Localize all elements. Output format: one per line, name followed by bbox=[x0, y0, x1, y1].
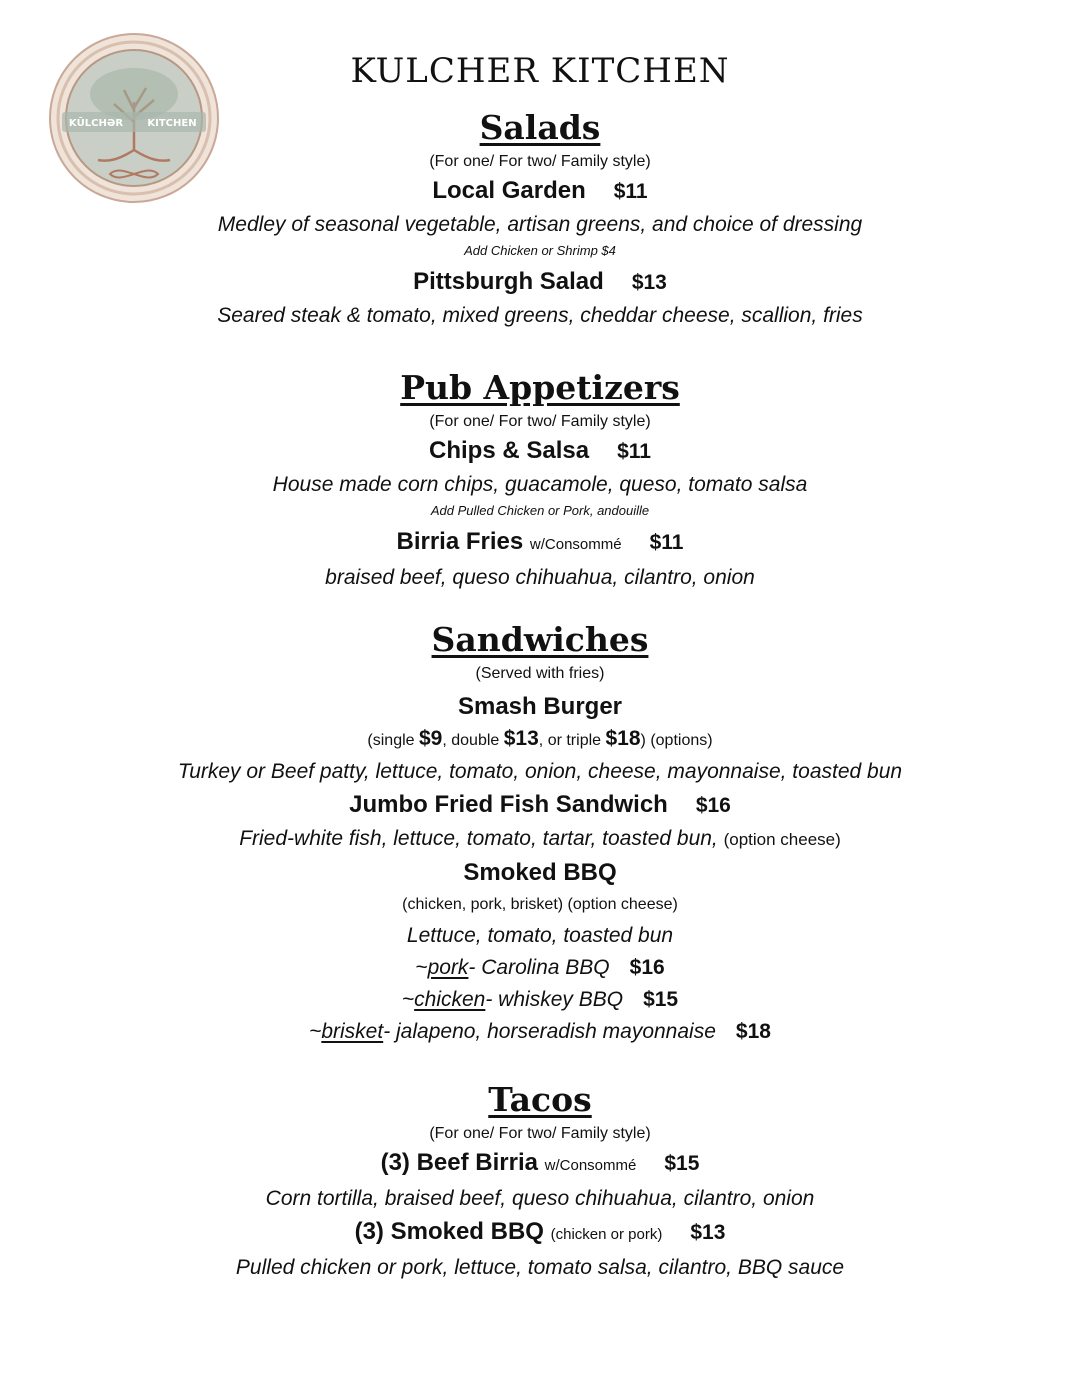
item-price: $16 bbox=[695, 794, 731, 817]
bbq-variant-brisket bbox=[0, 1016, 1080, 1048]
item-addon: Add Pulled Chicken or Pork, andouille bbox=[430, 503, 650, 518]
variant-prefix: ~ bbox=[309, 1020, 322, 1043]
variant-price: $15 bbox=[643, 988, 679, 1011]
variant-price: $16 bbox=[629, 956, 665, 979]
menu-item-birria-fries bbox=[0, 525, 1080, 562]
restaurant-name: KULCHER KITCHEN bbox=[350, 51, 730, 91]
item-price: $11 bbox=[613, 180, 648, 203]
item-description: braised beef, queso chihuahua, cilantro, onion bbox=[325, 566, 755, 589]
item-options: (chicken, pork, brisket) (option cheese) bbox=[402, 896, 678, 913]
section-note: (For one/ For two/ Family style) bbox=[429, 413, 651, 430]
item-description bbox=[0, 823, 1080, 856]
variant-meat: chicken bbox=[414, 988, 486, 1011]
item-name: Smoked BBQ bbox=[463, 859, 617, 886]
variant-prefix: ~ bbox=[415, 956, 428, 979]
menu-item-pittsburgh-salad bbox=[0, 265, 1080, 300]
bbq-variant-chicken bbox=[0, 984, 1080, 1016]
item-description: Pulled chicken or pork, lettuce, tomato salsa, cilantro, BBQ sauce bbox=[235, 1256, 845, 1279]
item-extra: w/Consommé bbox=[529, 536, 622, 553]
item-description: Medley of seasonal vegetable, artisan greens, and choice of dressing bbox=[217, 213, 863, 236]
menu bbox=[0, 50, 1080, 1284]
variant-desc: - Carolina BBQ bbox=[468, 956, 610, 979]
item-name: Local Garden bbox=[432, 177, 586, 204]
menu-item-smoked-bbq-tacos bbox=[0, 1215, 1080, 1252]
item-price: $11 bbox=[617, 440, 651, 463]
variant-meat: pork bbox=[427, 956, 469, 979]
item-name: Birria Fries bbox=[396, 528, 524, 555]
burger-sizes bbox=[0, 724, 1080, 756]
variant-desc: - jalapeno, horseradish mayonnaise bbox=[383, 1020, 716, 1043]
item-description: Seared steak & tomato, mixed greens, cheddar cheese, scallion, fries bbox=[217, 304, 863, 327]
variant-desc: - whiskey BBQ bbox=[485, 988, 624, 1011]
item-addon: Add Chicken or Shrimp $4 bbox=[464, 243, 616, 258]
item-price: $13 bbox=[690, 1221, 726, 1244]
size-label: (single bbox=[367, 732, 415, 749]
item-extra: w/Consommé bbox=[544, 1157, 637, 1174]
section-note: (Served with fries) bbox=[475, 665, 605, 682]
logo-text-left: KŪLCHƏR bbox=[68, 118, 124, 129]
variant-price: $18 bbox=[735, 1020, 771, 1043]
size-price: $9 bbox=[419, 727, 443, 750]
item-description: Lettuce, tomato, toasted bun bbox=[406, 924, 674, 947]
item-name: (3) Smoked BBQ bbox=[354, 1218, 544, 1245]
section-title-sandwiches: Sandwiches bbox=[431, 620, 649, 659]
variant-prefix: ~ bbox=[401, 988, 415, 1011]
variant-meat: brisket bbox=[321, 1020, 384, 1043]
section-title-tacos: Tacos bbox=[488, 1080, 592, 1119]
size-label: , double bbox=[442, 732, 500, 749]
item-name: Pittsburgh Salad bbox=[413, 268, 604, 295]
item-price: $13 bbox=[631, 271, 667, 294]
logo-text-right: KITCHEN bbox=[147, 118, 197, 129]
bbq-variant-pork bbox=[0, 952, 1080, 984]
menu-item-smoked-bbq bbox=[0, 856, 1080, 890]
menu-item-smash-burger bbox=[0, 690, 1080, 724]
desc-extra: (option cheese) bbox=[723, 830, 841, 849]
menu-item-beef-birria bbox=[0, 1146, 1080, 1183]
size-price: $18 bbox=[605, 727, 641, 750]
section-note: (For one/ For two/ Family style) bbox=[429, 153, 651, 170]
item-name: (3) Beef Birria bbox=[380, 1149, 538, 1176]
menu-item-fish-sandwich bbox=[0, 788, 1080, 823]
size-label: , or triple bbox=[538, 732, 602, 749]
item-description: House made corn chips, guacamole, queso, tomato salsa bbox=[272, 473, 808, 496]
item-name: Smash Burger bbox=[457, 693, 623, 720]
section-note: (For one/ For two/ Family style) bbox=[429, 1125, 651, 1142]
desc-text: Fried-white fish, lettuce, tomato, tartar, toasted bun, bbox=[239, 827, 718, 850]
menu-item-chips-salsa bbox=[0, 434, 1080, 469]
item-price: $15 bbox=[664, 1152, 700, 1175]
item-name: Jumbo Fried Fish Sandwich bbox=[349, 791, 668, 818]
item-price: $11 bbox=[649, 531, 684, 554]
section-title-salads: Salads bbox=[479, 108, 601, 147]
item-description: Corn tortilla, braised beef, queso chihuahua, cilantro, onion bbox=[265, 1187, 815, 1210]
item-name: Chips & Salsa bbox=[429, 437, 590, 464]
section-title-appetizers: Pub Appetizers bbox=[400, 368, 680, 407]
size-price: $13 bbox=[503, 727, 539, 750]
item-description: Turkey or Beef patty, lettuce, tomato, onion, cheese, mayonnaise, toasted bun bbox=[177, 760, 903, 783]
size-label: ) (options) bbox=[640, 732, 713, 749]
menu-item-local-garden bbox=[0, 174, 1080, 209]
item-extra: (chicken or pork) bbox=[550, 1226, 663, 1243]
